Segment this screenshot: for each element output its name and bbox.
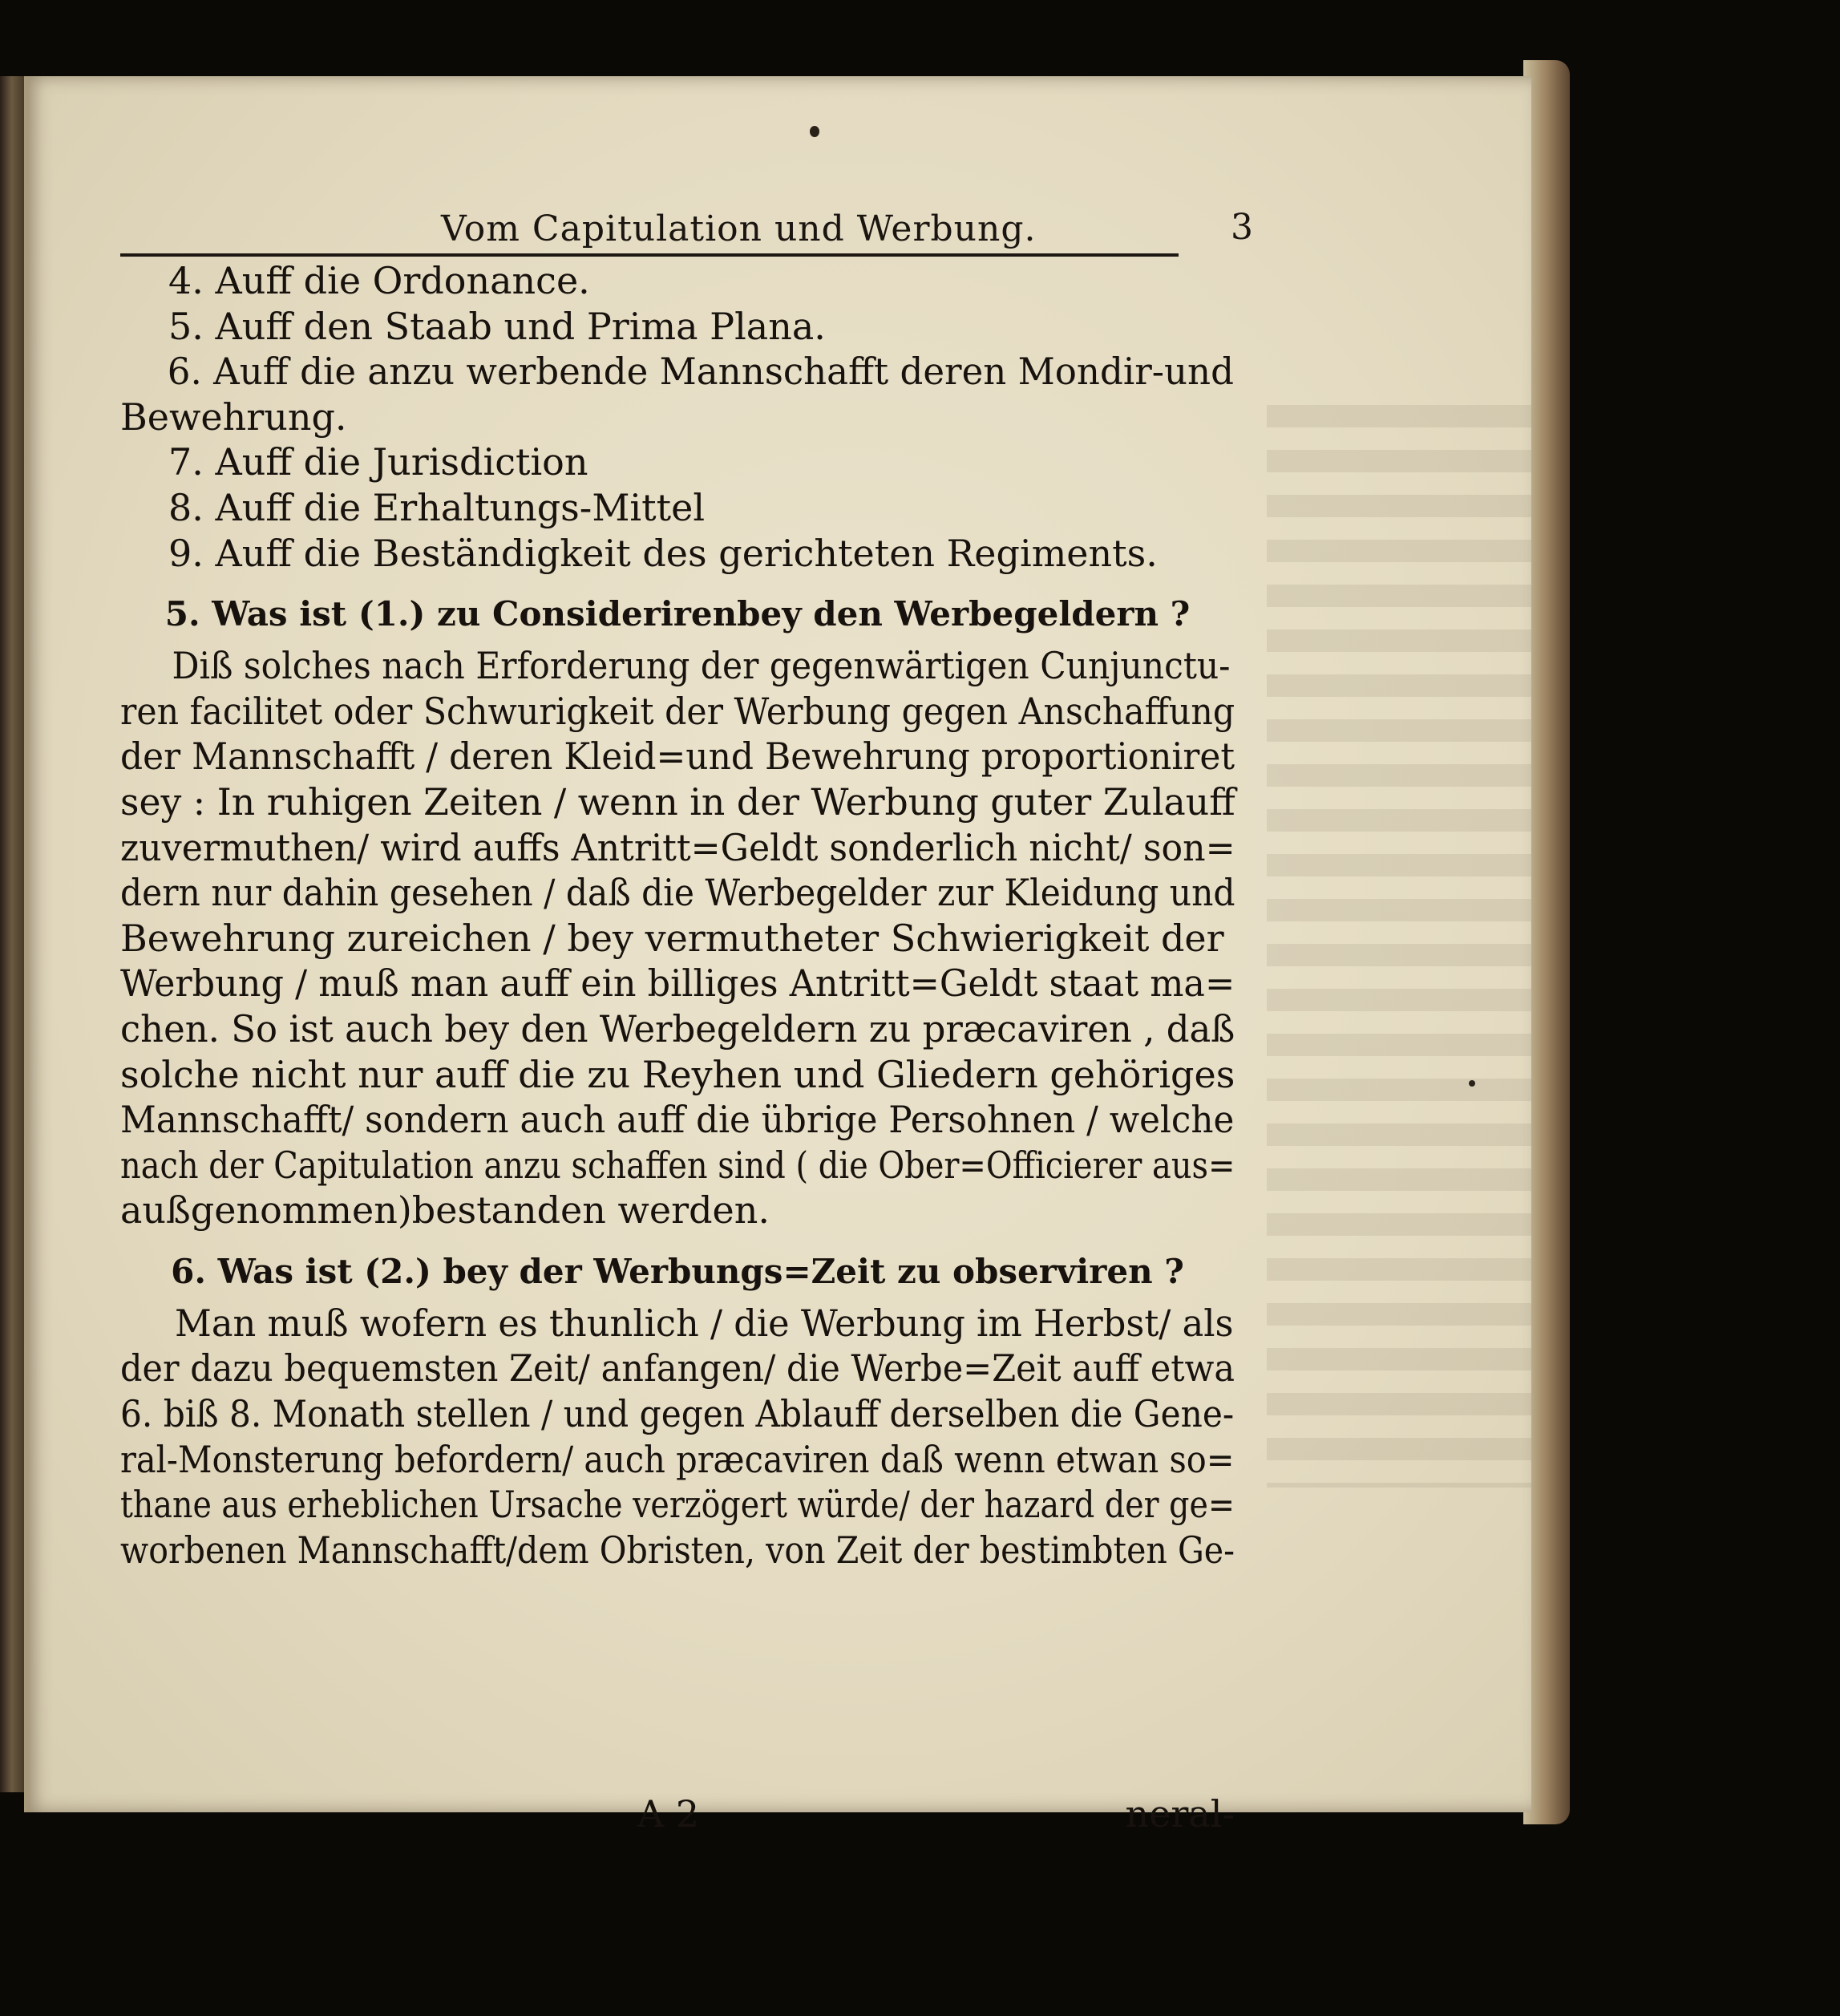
paragraph-line: Bewehrung zureichen / bey vermutheter Schwierigkeit der xyxy=(120,916,1224,960)
paragraph-line: Diß solches nach Erforderung der gegenwärtigen Cunjunctu- xyxy=(172,644,1231,688)
paragraph-line: der Mannschafft / deren Kleid=und Bewehrung proportioniret xyxy=(120,735,1235,779)
paragraph-line: Mannschafft/ sondern auch auff die übrige Persohnen / welche xyxy=(120,1098,1235,1142)
paragraph-line: zuvermuthen/ wird auffs Antritt=Geldt sonderlich nicht/ son= xyxy=(120,825,1235,869)
paragraph-line: 6. biß 8. Monath stellen / und gegen Ablauff derselben die Gene- xyxy=(120,1392,1235,1436)
running-head-title: Vom Capitulation und Werbung. xyxy=(441,208,1037,249)
paragraph-line: der dazu bequemsten Zeit/ anfangen/ die Werbe=Zeit auff etwa xyxy=(120,1346,1235,1391)
question-heading: 5. Was ist (1.) zu Considerirenbey den Werbegeldern ? xyxy=(164,594,1191,634)
list-item: 4. Auff die Ordonance. xyxy=(168,259,590,302)
paragraph-line: chen. So ist auch bey den Werbegeldern zu præcaviren , daß xyxy=(120,1006,1235,1051)
list-item: 5. Auff den Staab und Prima Plana. xyxy=(168,304,826,348)
list-item: 7. Auff die Jurisdiction xyxy=(168,440,588,484)
header-rule xyxy=(120,253,1179,257)
gutter-shadow xyxy=(24,76,32,1812)
list-item: 9. Auff die Beständigkeit des gerichteten Regiments. xyxy=(168,531,1158,575)
signature-mark: A 2 xyxy=(637,1792,700,1836)
paragraph-line: ren facilitet oder Schwurigkeit der Werbung gegen Anschaffung xyxy=(120,689,1235,733)
paragraph-line: thane aus erheblichen Ursache verzögert würde/ der hazard der ge= xyxy=(120,1483,1235,1527)
paragraph-line: ral-Monsterung befordern/ auch præcaviren daß wenn etwan so= xyxy=(120,1437,1235,1481)
page-footer xyxy=(120,1792,1235,1840)
paragraph-line: Werbung / muß man auff ein billiges Antritt=Geldt staat ma= xyxy=(120,961,1235,1006)
paragraph-line: nach der Capitulation anzu schaffen sind ( die Ober=Officierer aus= xyxy=(120,1143,1235,1187)
paragraph-line: sey : In ruhigen Zeiten / wenn in der Werbung guter Zulauff xyxy=(120,779,1235,824)
running-head xyxy=(417,128,1331,249)
question-heading: 6. Was ist (2.) bey der Werbungs=Zeit zu observiren ? xyxy=(171,1251,1184,1291)
paragraph-line: dern nur dahin gesehen / daß die Werbegelder zur Kleidung und xyxy=(120,871,1235,915)
catchword: neral- xyxy=(1125,1792,1235,1836)
body-text xyxy=(120,258,1235,1573)
show-through-text xyxy=(1267,405,1531,1488)
paragraph-line: worbenen Mannschafft/dem Obristen, von Zeit der bestimbten Ge- xyxy=(120,1528,1235,1572)
page-number: 3 xyxy=(1231,207,1253,248)
paragraph-line: außgenommen)bestanden werden. xyxy=(120,1188,770,1233)
ink-speck xyxy=(1469,1080,1475,1087)
paragraph-line: solche nicht nur auff die zu Reyhen und Gliedern gehöriges xyxy=(120,1052,1235,1096)
list-item: 6. Auff die anzu werbende Mannschafft deren Mondir-und xyxy=(167,350,1234,394)
paragraph-line: Man muß wofern es thunlich / die Werbung im Herbst/ als xyxy=(175,1301,1234,1345)
list-item-continuation: Bewehrung. xyxy=(120,395,347,439)
list-item: 8. Auff die Erhaltungs-Mittel xyxy=(168,485,706,529)
